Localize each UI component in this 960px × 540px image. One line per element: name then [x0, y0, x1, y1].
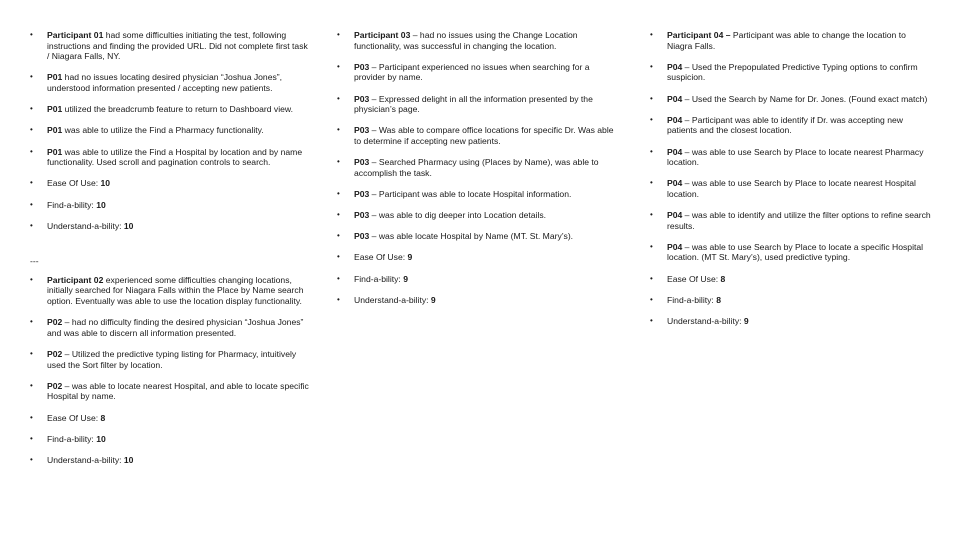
- bullet-text: – was able to use Search by Place to locate nearest Hospital location.: [667, 178, 916, 199]
- bullet-text: – Used the Search by Name for Dr. Jones. (Found exact match): [682, 93, 928, 104]
- participant-label: P03: [354, 231, 370, 242]
- bullet-text: Ease Of Use:: [667, 273, 721, 284]
- bullet-item: [337, 125, 619, 146]
- bullet-item: [30, 349, 312, 370]
- score-value: 8: [720, 273, 726, 284]
- bullet-item: [30, 455, 312, 466]
- separator: ---: [30, 256, 39, 267]
- participant-label: P03: [354, 125, 370, 136]
- participant-02-notes: [30, 275, 312, 466]
- bullet-item: [337, 274, 619, 285]
- column-participant-03: [337, 30, 619, 316]
- bullet-item: [650, 316, 932, 327]
- bullet-text: Ease Of Use:: [354, 252, 408, 263]
- participant-label: P02: [47, 349, 63, 360]
- bullet-item: [30, 275, 312, 307]
- participant-label: P04: [667, 241, 683, 252]
- bullet-text: Ease Of Use:: [47, 412, 101, 423]
- bullet-text: Understand-a-bility:: [47, 220, 124, 231]
- bullet-text: Find-a-bility:: [667, 294, 717, 305]
- score-value: 10: [123, 454, 134, 465]
- score-value: 9: [430, 294, 436, 305]
- participant-03-notes: [337, 30, 619, 305]
- score-value: 9: [403, 273, 408, 284]
- bullet-item: [337, 295, 619, 306]
- bullet-item: [30, 178, 312, 189]
- bullet-text: Find-a-bility:: [354, 273, 404, 284]
- participant-label: P02: [47, 317, 63, 328]
- bullet-item: [30, 317, 312, 338]
- score-value: 8: [100, 412, 106, 423]
- bullet-text: Understand-a-bility:: [354, 294, 431, 305]
- participant-label: P03: [354, 93, 370, 104]
- bullet-text: – had no difficulty finding the desired physician “Joshua Jones” and was able to discern all information presented.: [47, 317, 304, 338]
- bullet-item: [30, 200, 312, 211]
- participant-label: P04: [667, 178, 683, 189]
- bullet-text: – Participant experienced no issues when searching for a provider by name.: [354, 61, 590, 83]
- bullet-item: [650, 62, 932, 83]
- bullet-text: – was able to use Search by Place to locate a specific Hospital location. (MT St. Mary’s), used predictive typing.: [667, 241, 924, 263]
- bullet-text: experienced some difficulties changing locations, initially searched for Niagara Falls within the Place by Name search option. Eventually was able to use the location display functionality.: [47, 274, 304, 307]
- bullet-item: [30, 72, 312, 93]
- bullet-text: – Was able to compare office locations for specific Dr. Was able to determine if accepting new patients.: [354, 125, 614, 146]
- bullet-item: [30, 381, 312, 402]
- score-value: 10: [96, 433, 106, 444]
- participant-01-notes: [30, 30, 312, 231]
- bullet-text: – Used the Prepopulated Predictive Typing options to confirm suspicion.: [667, 61, 918, 83]
- bullet-item: [650, 178, 932, 199]
- column-participant-04: [650, 30, 932, 337]
- bullet-item: [650, 94, 932, 105]
- bullet-text: Find-a-bility:: [47, 199, 97, 210]
- participant-label: P04: [667, 114, 683, 125]
- bullet-item: [337, 30, 619, 51]
- bullet-item: [337, 210, 619, 221]
- score-value: 9: [407, 252, 413, 263]
- bullet-item: [30, 30, 312, 62]
- bullet-item: [650, 295, 932, 306]
- bullet-text: – was able to identify and utilize the filter options to refine search results.: [667, 210, 931, 231]
- score-value: 9: [743, 316, 749, 327]
- bullet-text: Ease Of Use:: [47, 178, 101, 189]
- bullet-text: – Utilized the predictive typing listing for Pharmacy, intuitively used the Sort filter by location.: [47, 349, 297, 370]
- participant-label: Participant 03: [354, 30, 411, 40]
- bullet-item: [337, 231, 619, 242]
- bullet-item: [650, 30, 932, 51]
- bullet-text: Participant was able to change the location to Niagra Falls.: [667, 30, 906, 51]
- bullet-text: – was able to dig deeper into Location details.: [369, 210, 547, 221]
- participant-label: P04: [667, 61, 683, 72]
- bullet-text: – Participant was able to locate Hospital information.: [369, 188, 572, 199]
- participant-label: P02: [47, 380, 63, 391]
- participant-label: P04: [667, 146, 683, 157]
- score-value: 10: [123, 220, 134, 231]
- bullet-text: Find-a-bility:: [47, 433, 97, 444]
- participant-label: P03: [354, 61, 370, 72]
- bullet-text: was able to utilize the Find a Hospital by location and by name functionality. Used scroll and pagination controls to search.: [47, 146, 303, 168]
- bullet-text: – Participant was able to identify if Dr. was accepting new patients and the closest location.: [667, 114, 903, 136]
- participant-label: P01: [47, 125, 63, 136]
- bullet-text: Understand-a-bility:: [47, 454, 124, 465]
- bullet-text: – Expressed delight in all the information presented by the physician’s page.: [354, 93, 593, 115]
- participant-label: P01: [47, 146, 63, 157]
- bullet-item: [337, 252, 619, 263]
- score-value: 10: [100, 178, 111, 189]
- bullet-item: [650, 242, 932, 263]
- bullet-item: [30, 413, 312, 424]
- bullet-item: [650, 115, 932, 136]
- participant-label: P03: [354, 210, 370, 221]
- participant-label: P04: [667, 210, 683, 221]
- bullet-text: utilized the breadcrumb feature to return to Dashboard view.: [62, 104, 294, 115]
- bullet-text: – was able locate Hospital by Name (MT. St. Mary’s).: [369, 231, 574, 242]
- bullet-item: [650, 274, 932, 285]
- bullet-item: [650, 210, 932, 231]
- bullet-text: had some difficulties initiating the test, following instructions and finding the provided URL. Did not complete first task / Niagara Falls, NY.: [47, 30, 308, 62]
- bullet-item: [337, 157, 619, 178]
- bullet-item: [337, 189, 619, 200]
- participant-04-notes: [650, 30, 932, 327]
- bullet-item: [337, 62, 619, 83]
- participant-label: P01: [47, 72, 63, 83]
- bullet-text: – was able to use Search by Place to locate nearest Pharmacy location.: [667, 146, 924, 168]
- bullet-text: was able to utilize the Find a Pharmacy functionality.: [62, 125, 264, 136]
- participant-label: Participant 01: [47, 30, 104, 40]
- bullet-item: [337, 94, 619, 115]
- bullet-text: – Searched Pharmacy using (Places by Name), was able to accomplish the task.: [354, 157, 599, 178]
- bullet-item: [30, 434, 312, 445]
- column-participant-01-02: [30, 30, 312, 476]
- bullet-text: Understand-a-bility:: [667, 316, 744, 327]
- bullet-item: [30, 221, 312, 232]
- score-value: 10: [96, 199, 106, 210]
- bullet-text: – was able to locate nearest Hospital, and able to locate specific Hospital by name.: [47, 380, 309, 402]
- participant-label: P01: [47, 104, 63, 115]
- bullet-item: [30, 147, 312, 168]
- participant-label: P04: [667, 93, 683, 104]
- bullet-item: [30, 125, 312, 136]
- participant-label: P03: [354, 157, 370, 168]
- score-value: 8: [716, 294, 721, 305]
- bullet-text: – had no issues using the Change Location functionality, was successful in changing the location.: [354, 30, 578, 51]
- participant-label: P03: [354, 188, 370, 199]
- bullet-item: [30, 104, 312, 115]
- bullet-item: [650, 147, 932, 168]
- bullet-text: had no issues locating desired physician “Joshua Jones”, understood information presented / accepting new patients.: [47, 72, 283, 93]
- participant-label: Participant 02: [47, 274, 104, 285]
- participant-label: Participant 04 –: [667, 30, 731, 40]
